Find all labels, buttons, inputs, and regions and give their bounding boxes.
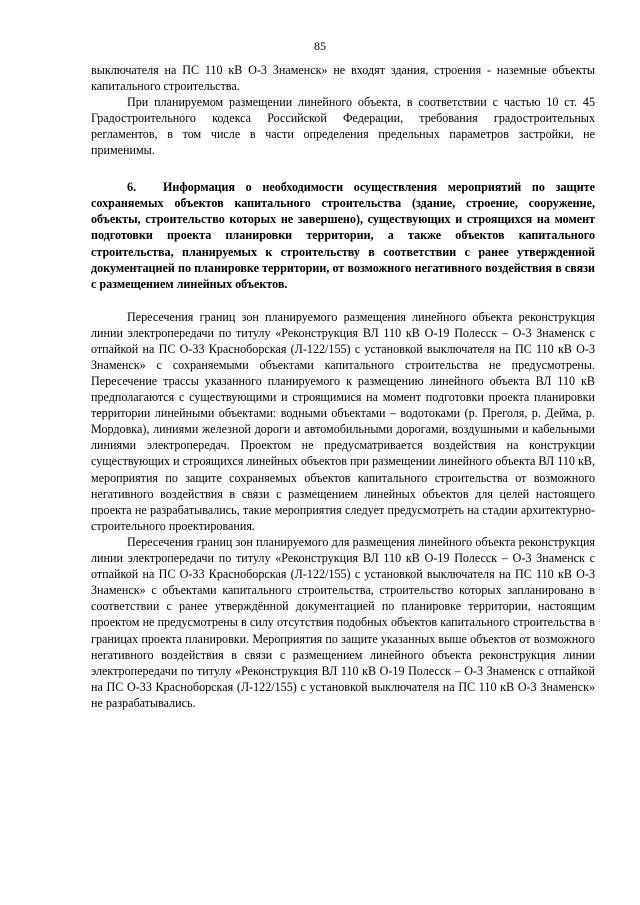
paragraph-crossings-planned: Пересечения границ зон планируемого для размещения линейного объекта реконструкция линии электропередачи по титулу «Реконструкция ВЛ 110 кВ О-19 Полесск – О-3 Знаменск с отпайкой на ПС О-33 Красноборская (Л-122/155) с установкой выключателя на ПС 110 кВ О-3 Знаменск» с объектами капитального строительства, строительство которых запланировано в соответствии с ранее утверждённой документацией по планировке территории, настоящим проектом не предусмотрены в силу отсутствия подобных объектов капитального строительства в границах проекта планировки. Мероприятия по защите указанных выше объектов от возможного негативного воздействия в связи с размещением линейного объекта реконструкция линии электропередачи по титулу «Реконструкция ВЛ 110 кВ О-19 Полесск – О-3 Знаменск с отпайкой на ПС О-33 Красноборская (Л-122/155) с установкой выключателя на ПС 110 кВ О-3 Знаменск» не разрабатывались. — [91, 534, 595, 710]
spacer — [91, 159, 595, 179]
paragraph-continuation: выключателя на ПС 110 кВ О-3 Знаменск» не входят здания, строения - наземные объекты капитального строительства. — [91, 63, 595, 94]
paragraph-regulations: При планируемом размещении линейного объекта, в соответствии с частью 10 ст. 45 Градостроительного кодекса Российской Федерации, требования градостроительных регламентов, в том числе в части определения предельных параметров застройки, не применимы. — [91, 95, 595, 158]
spacer — [91, 293, 595, 309]
section-heading — [91, 179, 595, 293]
section-title: Информация о необходимости осуществления мероприятий по защите сохраняемых объектов капитального строительства (здание, строение, сооружение, объекты, строительство которых не завершено), существующих и строящихся на момент подготовки проекта планировки территории, а также объектов капитального строительства, планируемых к строительству в соответствии с ранее утвержденной документацией по планировке территории, от возможного негативного воздействия в связи с размещением линейных объектов. — [91, 179, 595, 292]
paragraph-crossings-existing: Пересечения границ зон планируемого размещения линейного объекта реконструкция линии электропередачи по титулу «Реконструкция ВЛ 110 кВ О-19 Полесск – О-3 Знаменск с отпайкой на ПС О-33 Красноборская (Л-122/155) с установкой выключателя на ПС 110 кВ О-3 Знаменск» с сохраняемыми объектами капитального строительства не предусмотрены. Пересечение трассы указанного планируемого к размещению линейного объекта ВЛ 110 кВ предполагаются с существующими и строящимися на момент подготовки проекта планировки территории линейными объектами: водными объектами – водотоками (р. Преголя, р. Дейма, р. Мордовка), линиями железной дороги и автомобильными дорогами, воздушными и кабельными линиями электропередач. Проектом не предусматривается воздействия на конструкции существующих и строящихся линейных объектов при размещении линейного объекта ВЛ 110 кВ, мероприятия по защите сохраняемых объектов капитального строительства от возможного негативного воздействия в связи с размещением линейных объектов для целей настоящего проекта не разрабатывались, такие мероприятия следует предусмотреть на стадии архитектурно-строительного проектирования. — [91, 309, 595, 533]
section-number: 6. — [127, 179, 137, 194]
page-number: 85 — [314, 39, 326, 53]
page-content — [91, 62, 595, 711]
